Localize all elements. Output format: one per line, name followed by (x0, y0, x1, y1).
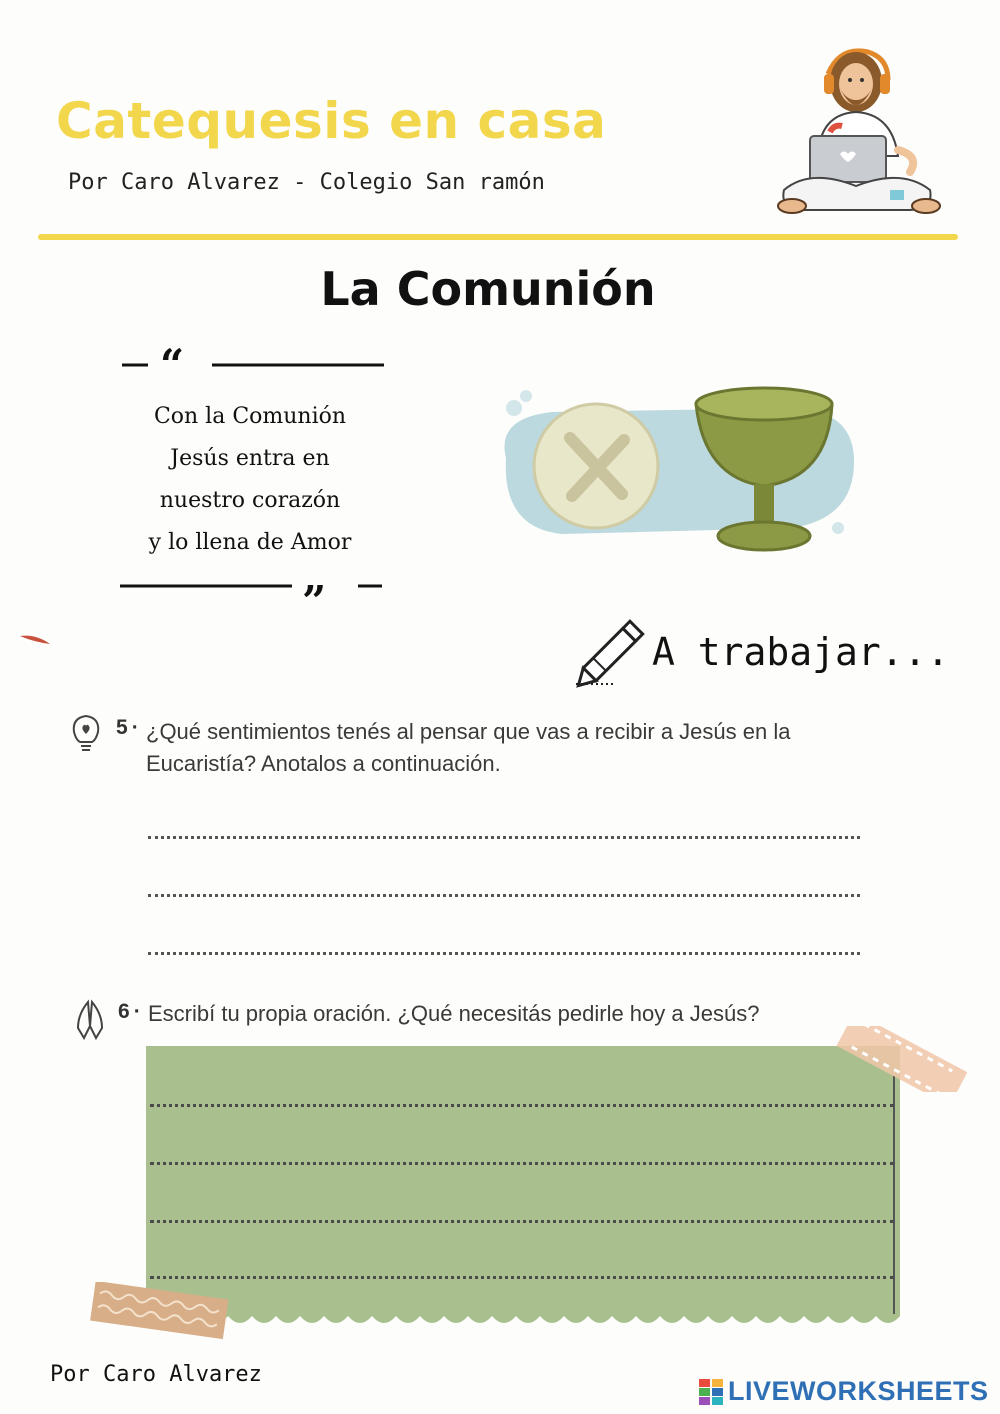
host-and-chalice-illustration (492, 378, 862, 563)
quote-text (100, 396, 400, 564)
svg-text:“: “ (160, 345, 185, 385)
decorative-tape (84, 1282, 234, 1342)
header-divider (38, 234, 958, 240)
question-number: 5 (116, 716, 128, 739)
quote-line: Jesús entra en (170, 446, 330, 471)
close-quote-icon (120, 568, 390, 608)
question-6 (118, 1000, 145, 1024)
decorative-mark (18, 632, 52, 646)
answer-line[interactable] (148, 836, 860, 839)
question-bullet: · (133, 1000, 141, 1023)
quote-line: Con la Comunión (153, 404, 347, 429)
question-6-text: Escribí tu propia oración. ¿Qué necesitás pedirle hoy a Jesús? (148, 1001, 760, 1026)
header-title: Catequesis en casa (56, 92, 607, 150)
pencil-icon (574, 612, 652, 690)
header-subtitle: Por Caro Alvarez - Colegio San ramón (68, 170, 545, 195)
jesus-laptop-illustration (770, 40, 950, 220)
question-text-line: Eucaristía? Anotalos a continuación. (146, 751, 501, 776)
section-heading: A trabajar... (652, 630, 950, 674)
brand-name: LIVEWORKSHEETS (728, 1376, 989, 1406)
question-number: 6 (118, 1000, 130, 1023)
question-5-text (146, 716, 790, 780)
page-title: La Comunión (320, 262, 656, 316)
lightbulb-heart-icon (66, 712, 106, 756)
open-quote-icon (122, 345, 392, 385)
liveworksheets-brand[interactable] (698, 1376, 989, 1407)
quote-line: y lo llena de Amor (148, 530, 352, 555)
question-5 (116, 716, 143, 740)
praying-hands-icon (70, 998, 110, 1042)
answer-line[interactable] (148, 952, 860, 955)
decorative-tape (832, 1026, 972, 1092)
prayer-answer-input[interactable] (152, 1062, 894, 1316)
answer-line[interactable] (148, 894, 860, 897)
quote-line: nuestro corazón (159, 488, 341, 513)
question-bullet: · (131, 716, 139, 739)
question-text-line: ¿Qué sentimientos tenés al pensar que vas a recibir a Jesús en la (146, 719, 791, 744)
liveworksheets-logo-icon (698, 1377, 724, 1407)
footer-author: Por Caro Alvarez (50, 1362, 262, 1387)
svg-text:”: ” (302, 577, 327, 608)
